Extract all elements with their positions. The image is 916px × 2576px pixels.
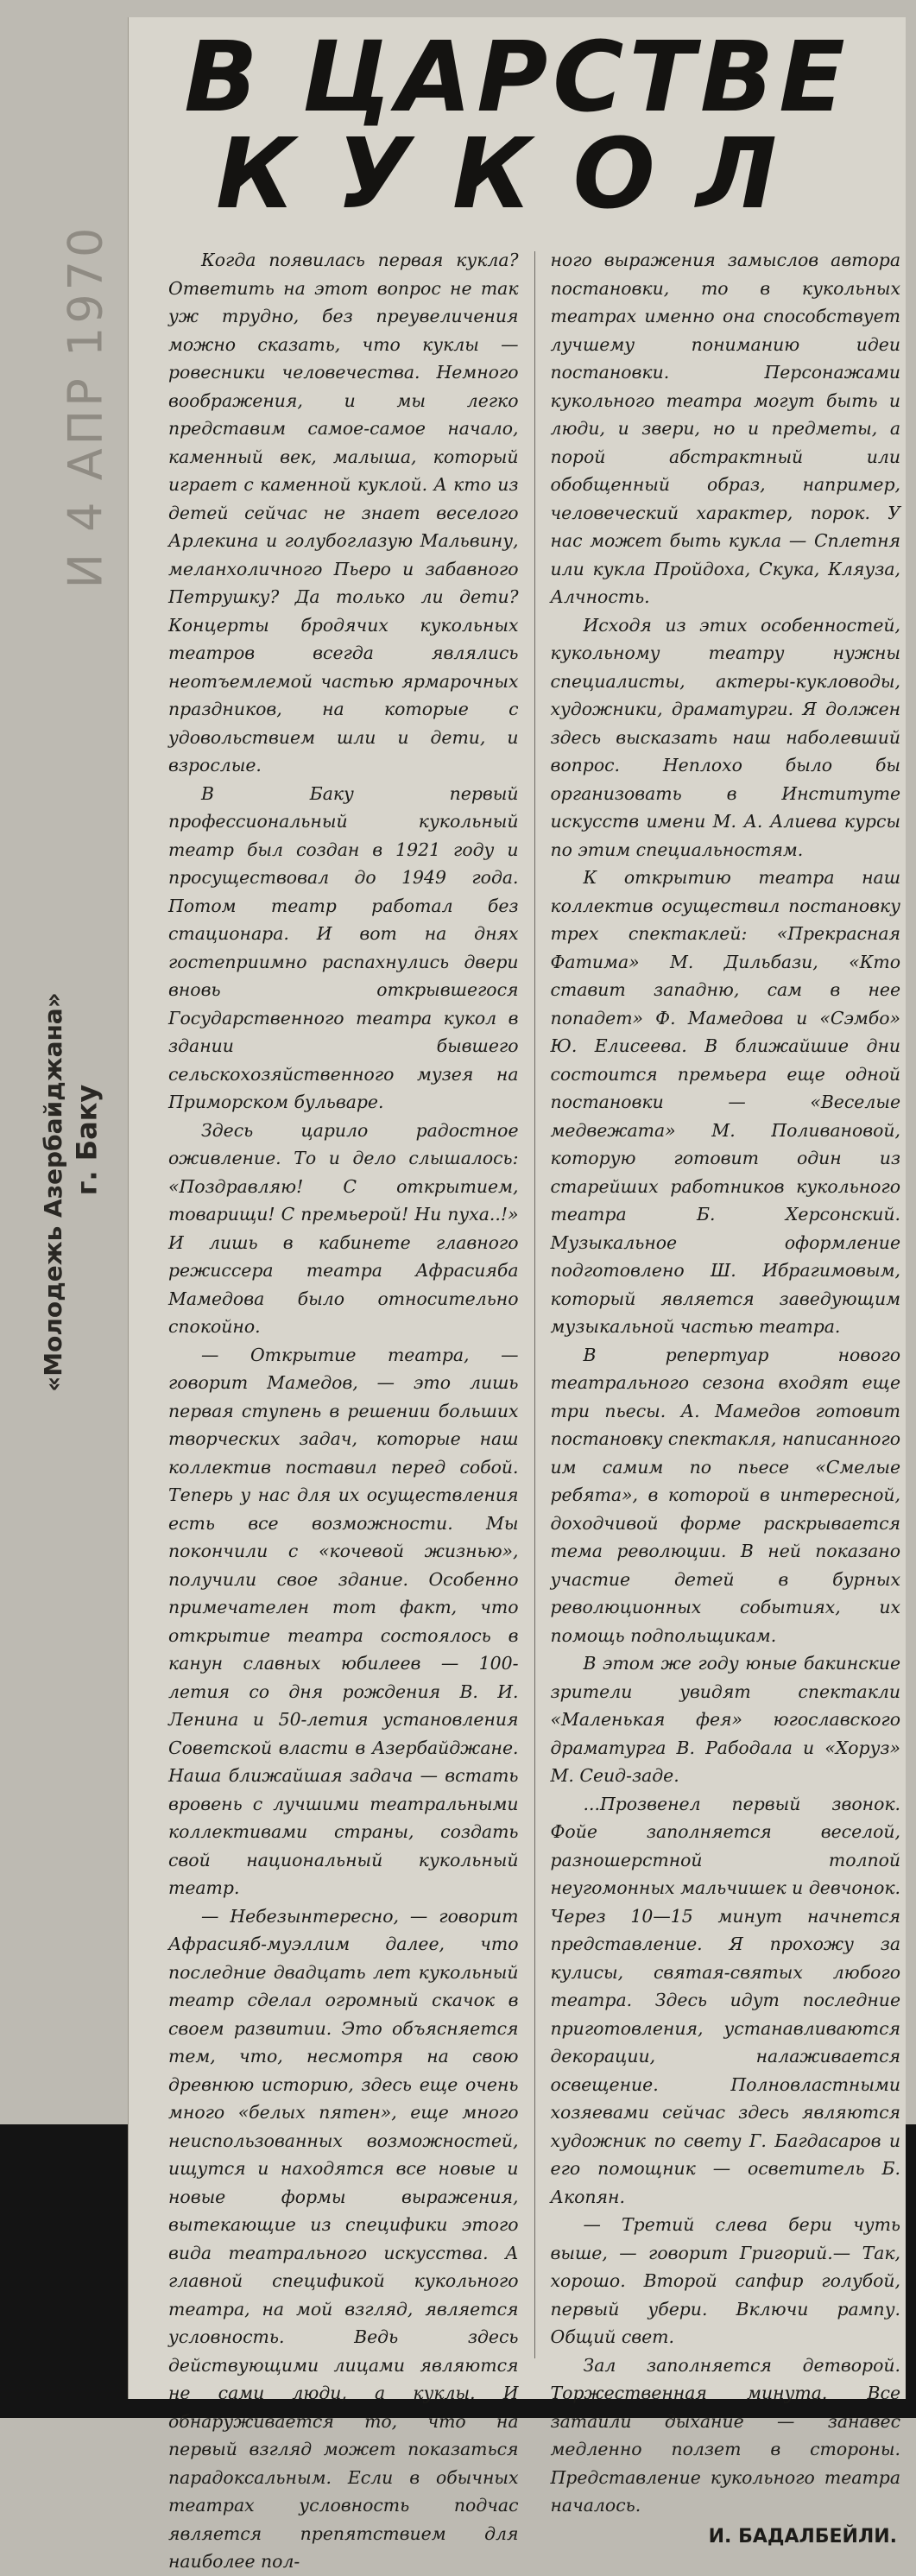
article-column-left: [168, 246, 519, 2572]
paragraph: Когда появилась первая кукла? Ответить на этот вопрос не так уж трудно, без преувеличения можно сказать, что куклы — ровесники человечества. Немного воображения, и мы легко представим самое-самое начало, каменный век, малыша, который играет с каменной куклой. А кто из детей сейчас не знает веселого Арлекина и голубоглазую Мальвину, меланхоличного Пьеро и забавного Петрушку? Да только ли дети? Концерты бродячих кукольных театров всегда являлись неотъемлемой частью ярмарочных праздников, на которые с удовольствием шли и дети, и взрослые.: [168, 250, 519, 775]
paragraph: — Открытие театра, — говорит Мамедов, — это лишь первая ступень в решении больших творческих задач, которые наш коллектив поставил перед собой. Теперь у нас для их осуществления есть все возможности. Мы покончили с «кочевой жизнью», получили свое здание. Особенно примечателен тот факт, что открытие театра состоялось в канун славных юбилеев — 100-летия со дня рождения В. И. Ленина и 50-летия установления Советской власти в Азербайджане. Наша ближайшая задача — встать вровень с лучшими театральными коллективами страны, создать свой национальный кукольный театр.: [168, 1344, 519, 1898]
paragraph: Исходя из этих особенностей, кукольному театру нужны специалисты, актеры-кукловоды, художники, драматурги. Я должен здесь высказать наш наболевший вопрос. Неплохо было бы организовать в Институте искусств имени М. А. Алиева курсы по этим специальностям.: [550, 614, 901, 860]
article-column-right: [550, 246, 901, 2548]
paragraph: В этом же году юные бакинские зрители увидят спектакли «Маленькая фея» югославского драматурга В. Рабодала и «Хоруз» М. Сеид-заде.: [550, 1653, 901, 1786]
article-title-line-1: В ЦАРСТВЕ: [184, 22, 850, 134]
date-stamp-text: И 4 АПР 1970: [58, 224, 113, 588]
article-body: [168, 246, 901, 2572]
article-title: [129, 22, 906, 231]
paragraph: В репертуар нового театрального сезона входят еще три пьесы. А. Мамедов готовит постановку спектакля, написанного им самим по пьесе «Смелые ребята», в которой в интересной, доходчивой форме раскрывается тема революции. В ней показано участие детей в бурных революционных событиях, их помощь подпольщикам.: [550, 1344, 901, 1646]
paragraph: В Баку первый профессиональный кукольный театр был создан в 1921 году и просуществовал до 1949 года. Потом театр работал без стационара. И вот на днях гостеприимно распахнулись двери вновь открывшегося Государственного театра кукол в здании бывшего сельскохозяйственного музея на Приморском бульваре.: [168, 782, 519, 1112]
city-stamp: [60, 1002, 112, 1278]
paragraph: Здесь царило радостное оживление. То и дело слышалось: «Поздравляю! С открытием, товарищи! С премьерой! Ни пуха..!» И лишь в кабинете главного режиссера театра Афрасияба Мамедова было относительно спокойно.: [168, 1119, 519, 1337]
column-divider: [534, 251, 535, 2358]
paragraph: К открытию театра наш коллектив осуществил постановку трех спектаклей: «Прекрасная Фатима» М. Дильбази, «Кто ставит западню, сам в нее попадет» Ф. Мамедова и «Сэмбо» Ю. Елисеева. В ближайшие дни состоится премьера еще одной постановки — «Веселые медвежата» М. Поливановой, которую готовит один из старейших работников кукольного театра Б. Херсонский. Музыкальное оформление подготовлено Ш. Ибрагимовым, который является заведующим музыкальной частью театра.: [550, 867, 901, 1337]
paragraph: — Небезынтересно, — говорит Афрасияб-муэллим далее, что последние двадцать лет кукольный театр сделал огромный скачок в своем развитии. Это объясняется тем, что, несмотря на свою древнюю историю, здесь еще очень много «белых пятен», еще много неиспользованных возможностей, ищутся и находятся все новые и новые формы выражения, вытекающие из специфики этого вида театрального искусства. А главной спецификой кукольного театра, на мой взгляд, является условность. Ведь здесь действующими лицами являются не сами люди, а куклы. И обнаруживается то, что на первый взгляд может показаться парадоксальным. Если в обычных театрах условность подчас является препятствием для наиболее пол-: [168, 1905, 519, 2572]
author-signature: И. БАДАЛБЕЙЛИ.: [708, 2525, 898, 2548]
newspaper-clipping: [128, 17, 906, 2572]
paragraph: — Третий слева бери чуть выше, — говорит Григорий.— Так, хорошо. Второй сапфир голубой, первый убери. Включи рампу. Общий свет.: [550, 2214, 901, 2347]
paragraph: ...Прозвенел первый звонок. Фойе заполняется веселой, разношерстной толпой неугомонных мальчишек и девчонок. Через 10—15 минут начнется представление. Я прохожу за кулисы, святая-святых любого театра. Здесь идут последние приготовления, устанавливаются декорации, налаживается освещение. Полновластными хозяевами сейчас здесь являются художник по свету Г. Багдасаров и его помощник — осветитель Б. Акопян.: [550, 1793, 901, 2207]
paragraph: ного выражения замыслов автора постановки, то в кукольных театрах именно она способствует лучшему пониманию идеи постановки. Персонажами кукольного театра могут быть и люди, и звери, но и предметы, а порой абстрактный или обобщенный образ, например, человеческий характер, порок. У нас может быть кукла — Сплетня или кукла Пройдоха, Скука, Кляуза, Алчность.: [550, 250, 901, 607]
paragraph: Зал заполняется детворой. Торжественная минута. Все затаили дыхание — занавес медленно ползет в стороны. Представление кукольного театра началось.: [550, 2354, 901, 2516]
article-title-line-2: КУКОЛ: [216, 118, 818, 231]
city-stamp-text: г. Баку: [70, 1084, 104, 1196]
date-stamp: [38, 164, 133, 648]
newspaper-source-text: «Молодежь Азербайджана»: [38, 991, 67, 1392]
